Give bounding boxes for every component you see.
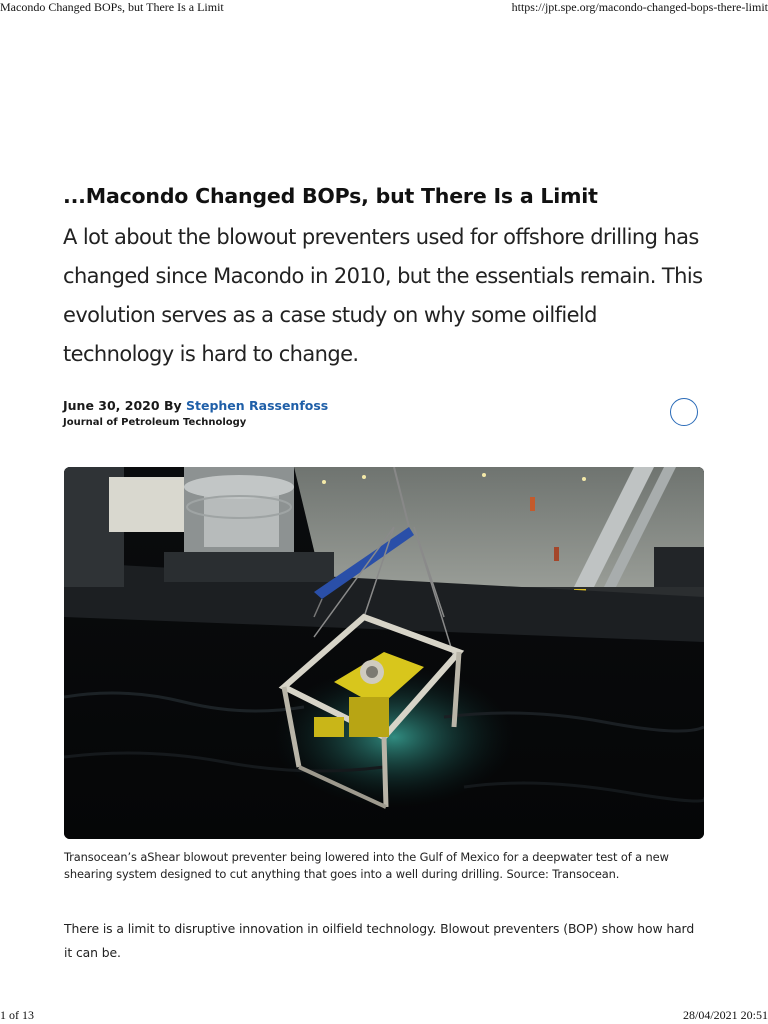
page-count: 1 of 13 xyxy=(0,1008,34,1022)
print-header xyxy=(0,0,768,16)
publish-date: June 30, 2020 xyxy=(63,398,160,413)
body-paragraph: There is a limit to disruptive innovation in oilfield technology. Blowout preventers (BOP) show how hard it can be. xyxy=(64,921,695,961)
by-label: By xyxy=(163,398,182,413)
hero-image xyxy=(64,467,704,839)
publication-name: Journal of Petroleum Technology xyxy=(63,417,247,428)
article-title: ...Macondo Changed BOPs, but There Is a Limit xyxy=(63,184,598,208)
byline xyxy=(63,396,705,416)
article-meta xyxy=(63,396,705,436)
print-timestamp: 28/04/2021 20:51 xyxy=(682,1008,768,1022)
print-footer xyxy=(0,1008,768,1024)
article-subtitle: A lot about the blowout preventers used for offshore drilling has changed since Macondo in 2010, but the essentials remain. This evolution serves as a case study on why some oilfield technology is hard to change. xyxy=(63,225,703,366)
image-caption: Transocean’s aShear blowout preventer being lowered into the Gulf of Mexico for a deepwater test of a new shearing system designed to cut anything that goes into a well during drilling. Source: Transocean. xyxy=(64,850,669,881)
bop-photo-illustration xyxy=(64,467,704,839)
share-circle-icon[interactable] xyxy=(670,398,698,426)
article-header xyxy=(63,180,705,374)
print-header-title: Macondo Changed BOPs, but There Is a Limit xyxy=(0,0,224,14)
print-header-url: https://jpt.spe.org/macondo-changed-bops-there-limit xyxy=(511,0,768,14)
author-link[interactable]: Stephen Rassenfoss xyxy=(185,398,329,413)
